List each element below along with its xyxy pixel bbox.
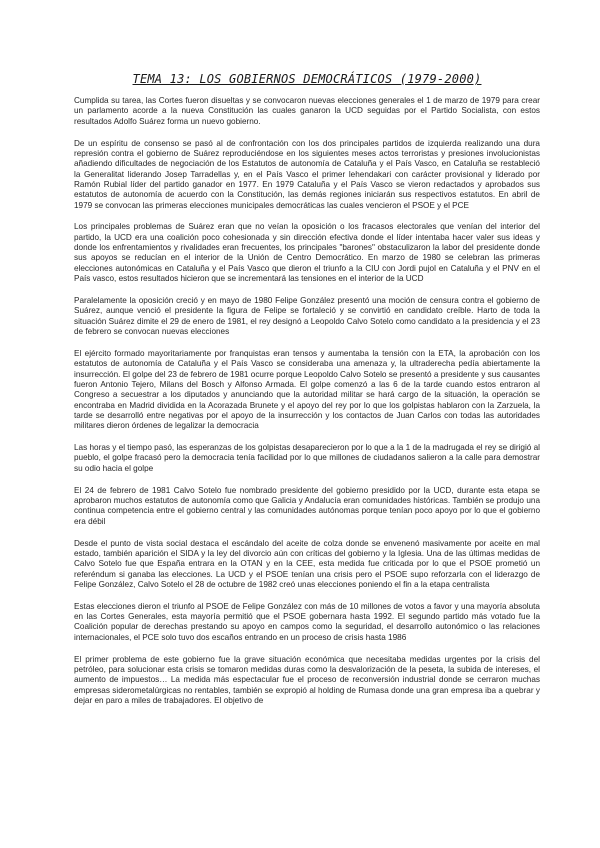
document-title: TEMA 13: LOS GOBIERNOS DEMOCRÁTICOS (1979-2000) [132, 72, 482, 86]
paragraph-9: Estas elecciones dieron el triunfo al PSOE de Felipe González con más de 10 millones de votos a favor y una mayoría absoluta en las Cortes Generales, esta mayoría permitió que el PSOE gobernara hasta 1992. El segundo partido más votado fue la Coalición popular de derechas prestando su apoyo en campos como la seguridad, el desarrollo autonómico o las relaciones internacionales, el PCE solo tuvo dos escaños entrando en un proceso de crisis hasta 1986 [74, 601, 540, 642]
paragraph-2: De un espíritu de consenso se pasó al de confrontación con los dos principales partidos de izquierda realizando una dura represión contra el gobierno de Suárez reproduciéndose en los siguientes meses actos terroristas y presiones involucionistas añadiendo dificultades de negociación de los Estatutos de autonomía de Cataluña y el País Vasco, en Cataluña se restableció la Generalitat liderando Josep Tarradellas y, en el País Vasco el primer lehendakari con carácter provisional y liderado por Ramón Rubial líder del partido ganador en 1977. En 1979 Cataluña y el País Vasco se vieron redactados y aprobados sus estatutos de autonomía de acuerdo con la Constitución, las demás regiones iniciarán sus respectivos estatutos. En abril de 1979 se convocan las primeras elecciones municipales democráticas las cuales vencieron el PSOE y el PCE [74, 138, 540, 210]
paragraph-6: Las horas y el tiempo pasó, las esperanzas de los golpistas desaparecieron por lo que a la 1 de la madrugada el rey se dirigió al pueblo, el golpe fracasó pero la democracia tenía facilidad por lo que millones de ciudadanos salieron a la calle para demostrar su odio hacia el golpe [74, 443, 540, 473]
paragraph-8: Desde el punto de vista social destaca el escándalo del aceite de colza donde se envenenó masivamente por aceite en mal estado, también aparición el SIDA y la ley del divorcio aún con críticas del gobierno y la Iglesia. Una de las últimas medidas de Calvo Sotelo fue que España entrara en la OTAN y en la CEE, esta medida fue criticada por lo que el PSOE prometió un referéndum si ganaba las elecciones. La UCD y el PSOE tenían una crisis pero el PSOE supo reforzarla con el liderazgo de Felipe González, Calvo Sotelo el 28 de octubre de 1982 creó unas elecciones poniendo el fin a la etapa centralista [74, 538, 540, 589]
paragraph-5: El ejército formado mayoritariamente por franquistas eran tensos y aumentaba la tensión con la ETA, la aprobación con los estatutos de autonomía de Cataluña y el País Vasco se consideraba una amenaza y, la ultraderecha pedía abiertamente la insurrección. El golpe del 23 de febrero de 1981 ocurre porque Leopoldo Calvo Sotelo se presentó a presidente y sus causantes fueron Antonio Tejero, Milans del Bosch y Alfonso Armada. El golpe comenzó a las 6 de la tarde cuando estos entraron al Congreso a secuestrar a los diputados y anunciando que la autoridad militar se hará cargo de la situación, la operación se encontraba en Madrid dividida en la Acorazada Brunete y el apoyo del rey por lo que los golpistas hablaron con la Zarzuela, la tarde se desarrolló entre negativas por el apoyo de la insurrección y los contactos de Juan Carlos con todas las autoridades militares dieron órdenes de legalizar la democracia [74, 348, 540, 431]
paragraph-4: Paralelamente la oposición creció y en mayo de 1980 Felipe González presentó una moción de censura contra el gobierno de Suárez, aunque venció el presidente la figura de Felipe se fortaleció y se convirtió en candidato creíble. Harto de toda la situación Suárez dimite el 29 de enero de 1981, el rey designó a Leopoldo Calvo Sotelo como candidato a la presidencia y el 23 de febrero se convocan nuevas elecciones [74, 296, 540, 337]
paragraph-10: El primer problema de este gobierno fue la grave situación económica que necesitaba medidas urgentes por la crisis del petróleo, para solucionar esta crisis se tomaron medidas duras como la desvalorización de la peseta, la subida de intereses, el aumento de impuestos… La medida más espectacular fue el proceso de reconversión industrial donde se cerraron muchas empresas siderometalúrgicas no rentables, también se expropió al holding de Rumasa donde una gran empresa iba a quebrar y dejar en paro a miles de trabajadores. El objetivo de [74, 654, 540, 705]
paragraph-1: Cumplida su tarea, las Cortes fueron disueltas y se convocaron nuevas elecciones generales el 1 de marzo de 1979 para crear un parlamento acorde a la nueva Constitución las cuales ganaron la UCD seguidas por el Partido Socialista, con estos resultados Adolfo Suárez forma un nuevo gobierno. [74, 96, 540, 126]
paragraph-7: El 24 de febrero de 1981 Calvo Sotelo fue nombrado presidente del gobierno presidido por la UCD, durante esta etapa se aprobaron muchos estatutos de autonomía como que Galicia y Andalucía eran comunidades históricas. También se produjo una continua competencia entre el gobierno central y las comunidades autónomas porque tenían poco apoyo por lo que el gobierno era débil [74, 485, 540, 526]
paragraph-3: Los principales problemas de Suárez eran que no veían la oposición o los fracasos electorales que venían del interior del partido, la UCD era una coalición poco cohesionada y sin dirección efectiva donde el líder intentaba hacer valer sus ideas y donde los enfrentamientos y rivalidades eran frecuentes, los principales "barones" obstaculizaron la labor del presidente donde sus apoyos se reducían en el interior de la Unión de Centro Democrático. En marzo de 1980 se celebran las primeras elecciones autonómicas en Cataluña y el País Vasco que dieron el triunfo a la CIU con Jordi pujol en Cataluña y el PNV en el País vasco, estos resultados hicieron que se incrementará las tensiones en el interior de la UCD [74, 222, 540, 284]
